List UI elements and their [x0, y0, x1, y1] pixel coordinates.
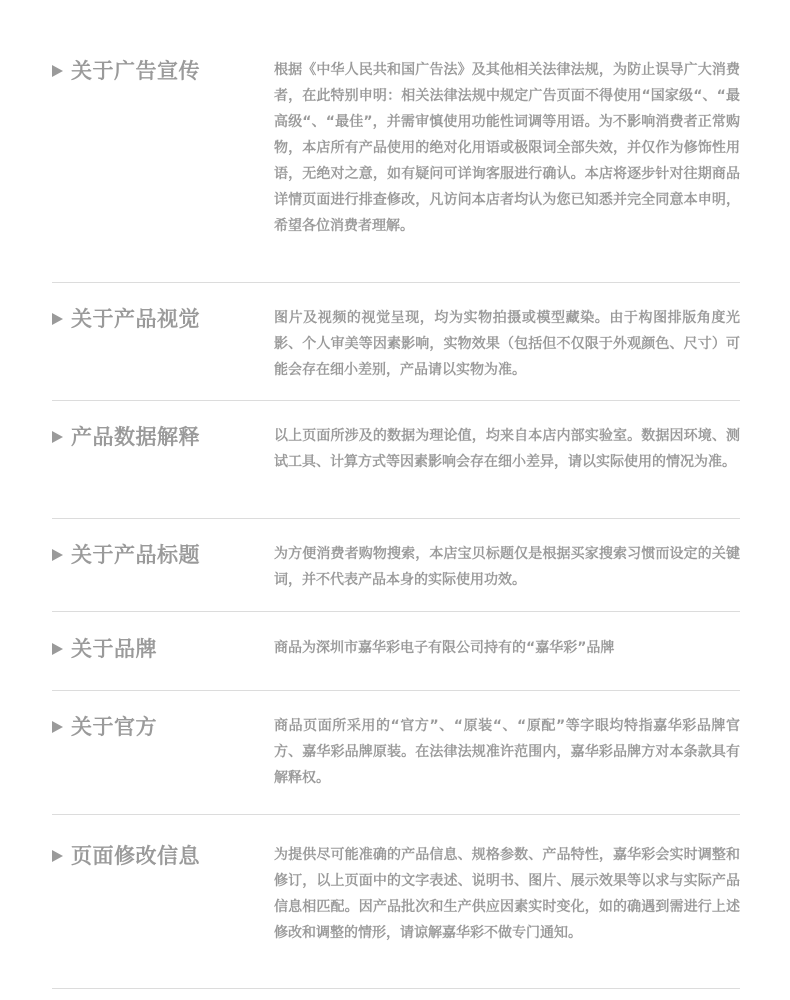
section-title: 关于广告宣传: [71, 59, 200, 83]
section-text: 商品为深圳市嘉华彩电子有限公司持有的“嘉华彩”品牌: [274, 640, 615, 656]
section-heading: [52, 57, 200, 83]
section-heading: [52, 423, 200, 449]
triangle-right-icon: [52, 313, 63, 325]
divider: [52, 690, 740, 691]
section-heading: [52, 305, 200, 331]
section-text: 根据《中华人民共和国广告法》及其他相关法律法规，为防止误导广大消费者，在此特别申明：相关法律法规中规定广告页面不得使用“国家级“、“最高级“、“最佳”，并需审慎使用功能性词调等用语。为不影响消费者正常购物，本店所有产品使用的绝对化用语或极限词全部失效，并仅作为修饰性用语，无绝对之意，如有疑问可详询客服进行确认。本店将逐步针对往期商品详情页面进行排查修改，凡访问本店者均认为您已知悉并完全同意本申明，希望各位消费者理解。: [274, 62, 740, 234]
triangle-right-icon: [52, 65, 63, 77]
triangle-right-icon: [52, 549, 63, 561]
divider: [52, 400, 740, 401]
section-text: 图片及视频的视觉呈现，均为实物拍摄或模型藏染。由于构图排版角度光影、个人审美等因素影响，实物效果（包括但不仅限于外观颜色、尺寸）可能会存在细小差别，产品请以实物为准。: [274, 310, 740, 378]
section-heading: [52, 635, 157, 661]
section-title: 关于品牌: [71, 637, 157, 661]
section-text: 以上页面所涉及的数据为理论值，均来自本店内部实验室。数据因环境、测试工具、计算方式等因素影响会存在细小差异，请以实际使用的情况为准。: [274, 428, 740, 470]
section-title: 关于产品视觉: [71, 307, 200, 331]
section-heading: [52, 541, 200, 567]
divider: [52, 282, 740, 283]
section-text: 为方便消费者购物搜索，本店宝贝标题仅是根据买家搜索习惯而设定的关键词，并不代表产品本身的实际使用功效。: [274, 546, 740, 588]
section-title: 关于官方: [71, 715, 157, 739]
triangle-right-icon: [52, 431, 63, 443]
section-title: 页面修改信息: [71, 844, 200, 868]
section-title: 产品数据解释: [71, 425, 200, 449]
section-text: 为提供尽可能准确的产品信息、规格参数、产品特性，嘉华彩会实时调整和修订，以上页面中的文字表述、说明书、图片、展示效果等以求与实际产品信息相匹配。因产品批次和生产供应因素实时变化，如的确遇到需进行上述修改和调整的情形，请谅解嘉华彩不做专门通知。: [274, 847, 740, 941]
divider: [52, 518, 740, 519]
divider: [52, 988, 740, 989]
section-title: 关于产品标题: [71, 543, 200, 567]
divider: [52, 611, 740, 612]
section-heading: [52, 842, 200, 868]
triangle-right-icon: [52, 721, 63, 733]
section-text: 商品页面所采用的“官方”、“原装“、“原配”等字眼均特指嘉华彩品牌官方、嘉华彩品牌原装。在法律法规准许范围内，嘉华彩品牌方对本条款具有解释权。: [274, 718, 740, 786]
triangle-right-icon: [52, 850, 63, 862]
divider: [52, 814, 740, 815]
section-heading: [52, 713, 157, 739]
triangle-right-icon: [52, 643, 63, 655]
